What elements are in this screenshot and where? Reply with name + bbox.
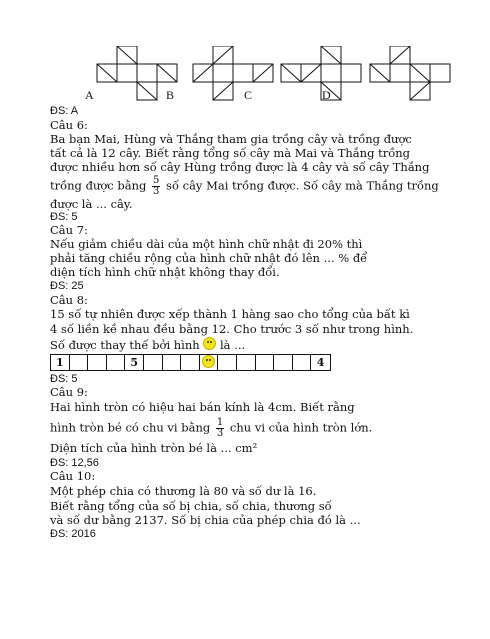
q9-frac-den: 3 — [216, 428, 224, 439]
q6-line-4-post: số cây Mai trồng được. Số cây mà Thắng trồng — [166, 178, 439, 193]
cube-nets-figure — [85, 46, 465, 106]
cube-net-d — [370, 46, 450, 100]
q10-answer: ĐS: 2016 — [50, 528, 96, 540]
q8-line-2: 4 số liền kề nhau đều bằng 12. Cho trước 3 số như trong hình. — [50, 322, 414, 336]
q6-frac-num: 5 — [153, 175, 160, 186]
q7-line-3: diện tích hình chữ nhật không thay đổi. — [50, 265, 280, 279]
smiley-icon — [203, 337, 216, 350]
q8-answer: ĐS: 5 — [50, 373, 78, 385]
cube-net-a — [97, 46, 177, 100]
sequence-cell — [200, 355, 219, 370]
q6-fraction — [152, 176, 160, 197]
q8-line-3-post: là ... — [219, 338, 246, 352]
q9-answer: ĐS: 12,56 — [50, 457, 99, 469]
q9-line-2-pre: hình tròn bé có chu vi bằng — [50, 420, 211, 435]
q8-line-3-pre: Số được thay thế bởi hình — [50, 338, 200, 352]
q9-title: Câu 9: — [50, 385, 88, 399]
q10-title: Câu 10: — [50, 469, 96, 483]
net-label-c: C — [244, 88, 253, 102]
q7-line-2: phải tăng chiều rộng của hình chữ nhật đó lên ... % để — [50, 251, 368, 265]
q9-line-2-post: chu vi của hình tròn lớn. — [229, 420, 373, 435]
q8-line-3 — [50, 337, 245, 352]
q9-fraction — [216, 418, 224, 439]
sequence-cell — [218, 355, 237, 370]
sequence-cell — [107, 355, 126, 370]
q10-line-3: và số dư bằng 2137. Số bị chia của phép chia đó là ... — [50, 513, 361, 527]
sequence-cell-value: 5 — [130, 356, 138, 369]
q6-line-3: được nhiều hơn số cây Hùng trồng được là 4 cây và số cây Thắng — [50, 160, 430, 174]
q9-line-1: Hai hình tròn có hiệu hai bán kính là 4cm. Biết rằng — [50, 400, 355, 414]
sequence-cell — [70, 355, 89, 370]
sequence-cell — [181, 355, 200, 370]
sequence-cell — [51, 355, 70, 370]
sequence-cell — [88, 355, 107, 370]
sequence-cell-value: 1 — [55, 356, 64, 369]
q6-line-5: được là ... cây. — [50, 197, 133, 211]
net-label-a: A — [85, 88, 94, 102]
cube-net-b — [193, 46, 273, 100]
q6-line-1: Ba bạn Mai, Hùng và Thắng tham gia trồng cây và trồng được — [50, 132, 412, 146]
q9-line-2 — [50, 418, 372, 439]
q6-answer: ĐS: 5 — [50, 211, 78, 223]
q7-title: Câu 7: — [50, 223, 88, 237]
q5-answer: ĐS: A — [50, 105, 79, 117]
q6-frac-den: 3 — [153, 186, 160, 197]
cube-net-c — [281, 46, 361, 100]
sequence-cell — [274, 355, 293, 370]
q6-line-4 — [50, 176, 439, 197]
sequence-cell — [163, 355, 182, 370]
q6-title: Câu 6: — [50, 118, 88, 132]
q6-line-4-pre: trồng được bằng — [50, 178, 147, 193]
sequence-cell-value: 4 — [316, 356, 325, 369]
sequence-cell — [125, 355, 144, 370]
sequence-cell — [237, 355, 256, 370]
number-sequence-row — [50, 354, 331, 371]
q8-title: Câu 8: — [50, 293, 88, 307]
q7-answer: ĐS: 25 — [50, 280, 84, 292]
sequence-cell — [256, 355, 275, 370]
q7-line-1: Nếu giảm chiều dài của một hình chữ nhật đi 20% thì — [50, 237, 363, 251]
sequence-cell — [311, 355, 330, 370]
q10-line-2: Biết rằng tổng của số bị chia, số chia, thương số — [50, 499, 332, 513]
net-label-d: D — [322, 88, 331, 102]
net-label-b: B — [166, 88, 175, 102]
q6-line-2: tất cả là 12 cây. Biết rằng tổng số cây mà Mai và Thắng trồng — [50, 146, 411, 160]
sequence-cell — [144, 355, 163, 370]
q8-line-1: 15 số tự nhiên được xếp thành 1 hàng sao cho tổng của bất kì — [50, 307, 410, 321]
smiley-icon — [202, 355, 215, 368]
q10-line-1: Một phép chia có thương là 80 và số dư là 16. — [50, 484, 317, 498]
sequence-cell — [293, 355, 312, 370]
q9-frac-num: 1 — [216, 417, 224, 428]
q9-line-3: Diện tích của hình tròn bé là ... cm² — [50, 441, 258, 455]
